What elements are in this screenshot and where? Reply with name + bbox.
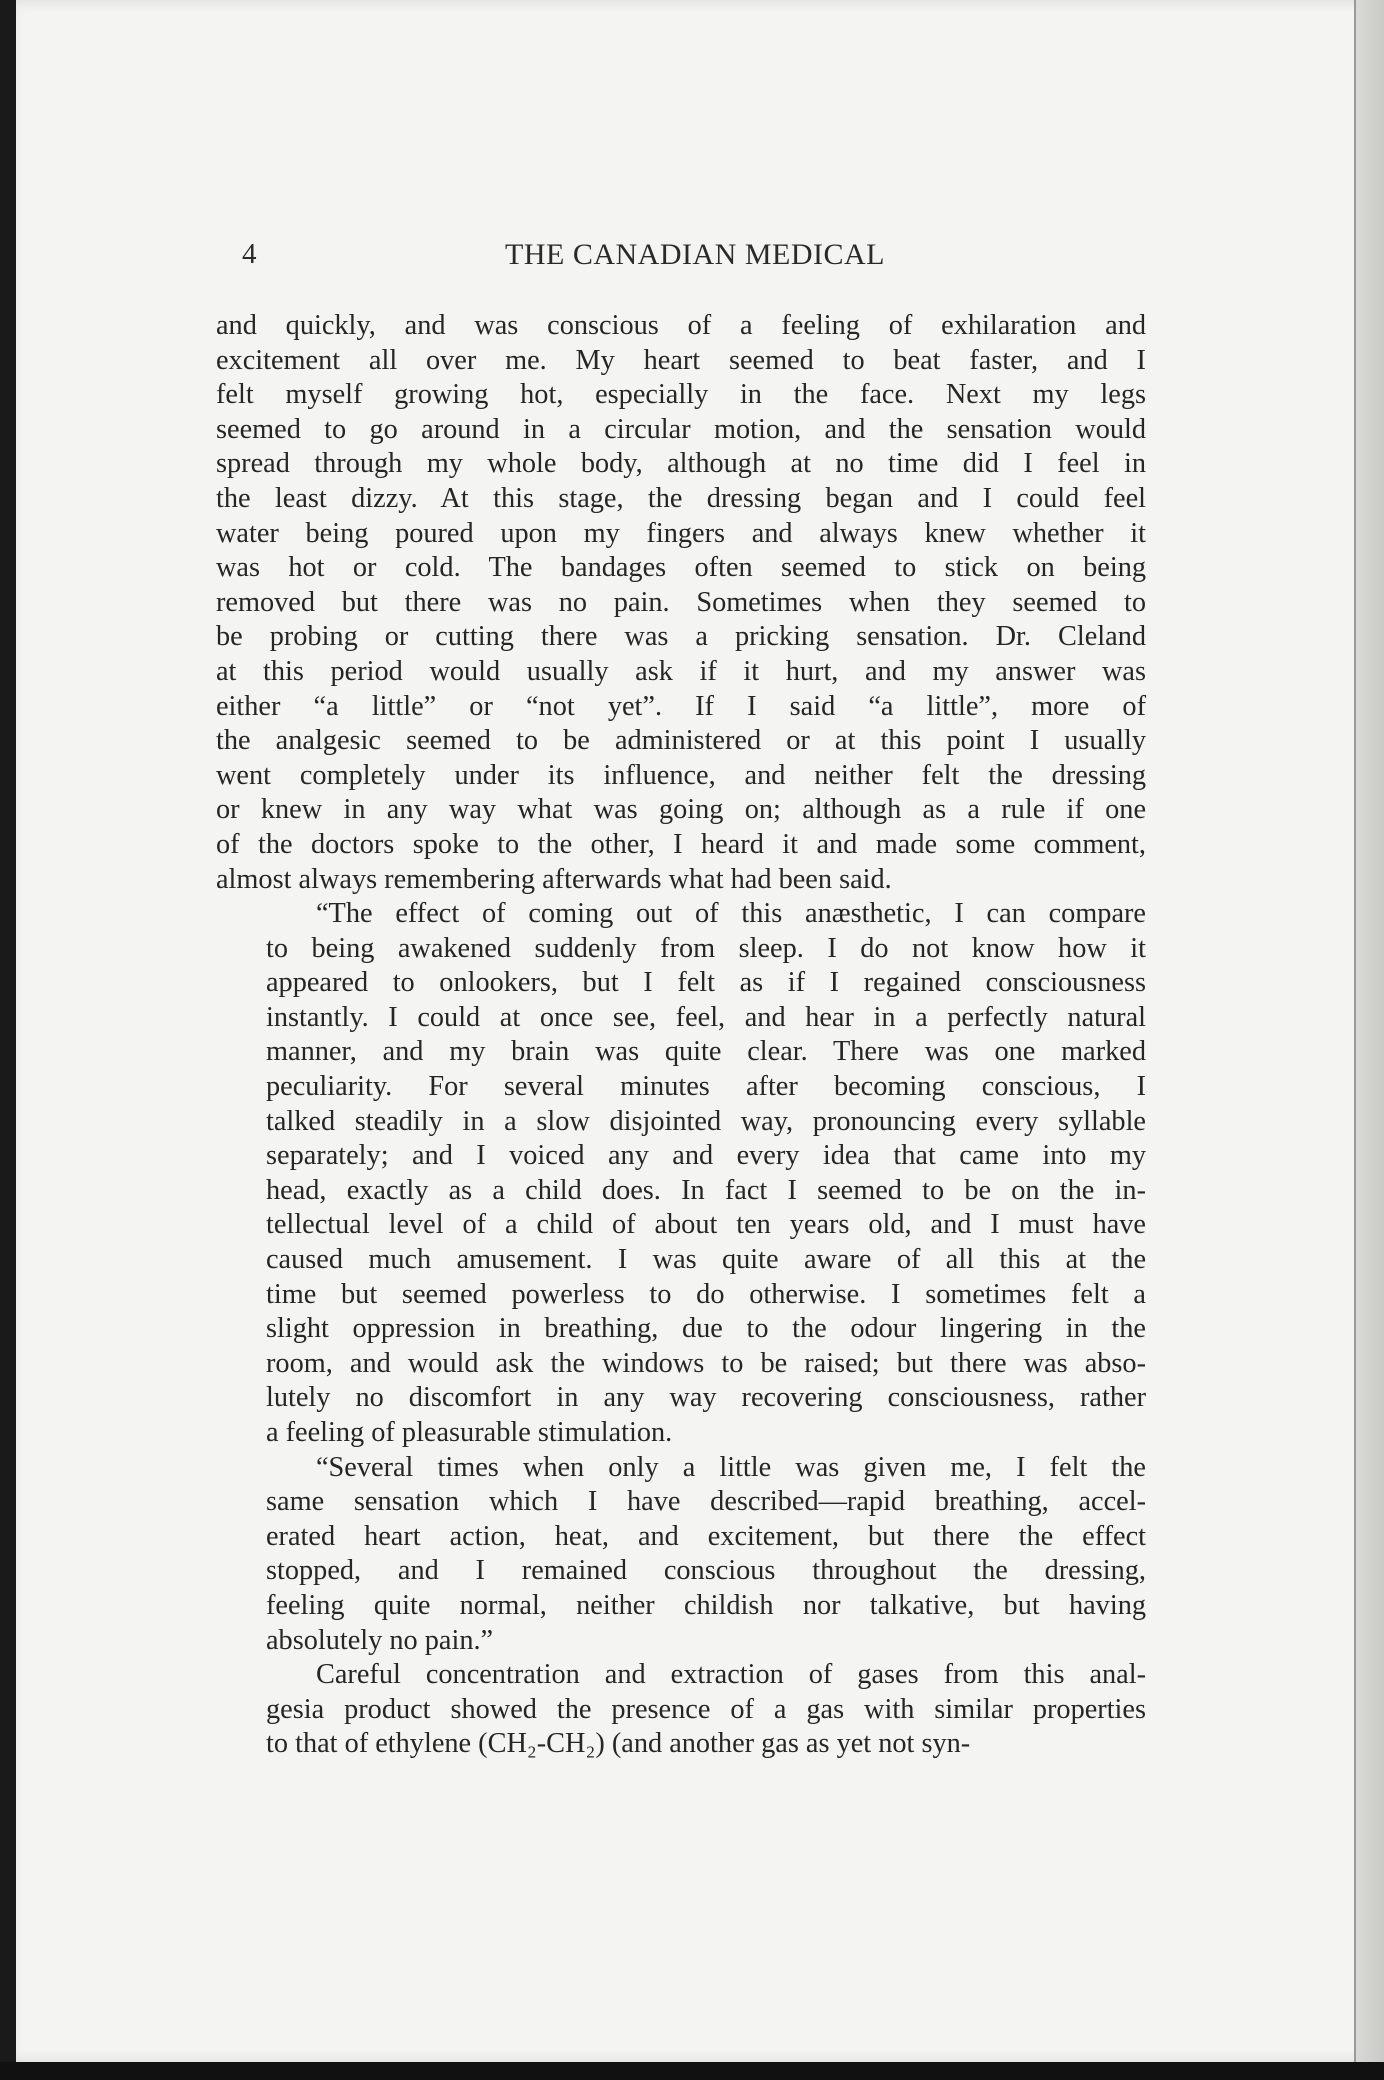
text-line: almost always remembering afterwards what had been said. (216, 863, 892, 895)
scan-border (0, 2062, 1384, 2080)
text-line: went completely under its influence, and neither felt the dressing (216, 759, 1146, 791)
text-line: Careful concentration and extraction of gases from this anal- (316, 1659, 1146, 1691)
text-line: the analgesic seemed to be administered or at this point I usually (216, 725, 1146, 757)
paragraph (216, 1658, 1146, 1762)
text-line: separately; and I voiced any and every idea that came into my (266, 1140, 1146, 1172)
text-line: either “a little” or “not yet”. If I said “a little”, more of (216, 690, 1146, 722)
running-head: THE CANADIAN MEDICAL (505, 238, 885, 271)
page-number: 4 (242, 238, 257, 270)
text-line: gesia product showed the presence of a gas with similar properties (266, 1693, 1146, 1725)
text-line: a feeling of pleasurable stimulation. (266, 1417, 673, 1448)
text-line: feeling quite normal, neither childish nor talkative, but having (266, 1589, 1146, 1621)
text-line: manner, and my brain was quite clear. There was one marked (266, 1036, 1146, 1068)
text-line: tellectual level of a child of about ten years old, and I must have (266, 1209, 1146, 1241)
text-line: room, and would ask the windows to be raised; but there was abso- (266, 1347, 1146, 1379)
paragraph (216, 897, 1146, 1451)
text-line: and quickly, and was conscious of a feeling of exhilaration and (216, 310, 1146, 341)
text-line: time but seemed powerless to do otherwise. I sometimes felt a (266, 1278, 1146, 1310)
text-line: the least dizzy. At this stage, the dressing began and I could feel (216, 482, 1146, 514)
text-line: slight oppression in breathing, due to the odour lingering in the (266, 1313, 1146, 1345)
text-line: felt myself growing hot, especially in the face. Next my legs (216, 379, 1146, 411)
text-line: to that of ethylene (CH₂-CH₂) (and another gas as yet not syn- (266, 1728, 971, 1760)
text-line: lutely no discomfort in any way recovering consciousness, rather (266, 1382, 1146, 1414)
text-line: same sensation which I have described—rapid breathing, accel- (266, 1486, 1146, 1518)
text-line: appeared to onlookers, but I felt as if I regained consciousness (266, 967, 1146, 999)
text-line: removed but there was no pain. Sometimes when they seemed to (216, 586, 1146, 618)
text-line: peculiarity. For several minutes after becoming conscious, I (266, 1071, 1146, 1103)
text-line: talked steadily in a slow disjointed way, pronouncing every syllable (266, 1105, 1146, 1137)
text-line: instantly. I could at once see, feel, and hear in a perfectly natural (266, 1001, 1146, 1033)
text-line: caused much amusement. I was quite aware of all this at the (266, 1244, 1146, 1276)
body-text (216, 309, 1146, 1762)
text-line: be probing or cutting there was a pricking sensation. Dr. Cleland (216, 621, 1146, 653)
text-line: stopped, and I remained conscious throughout the dressing, (266, 1555, 1146, 1587)
text-line: spread through my whole body, although at no time did I feel in (216, 448, 1146, 480)
text-line: excitement all over me. My heart seemed to beat faster, and I (216, 344, 1146, 376)
text-line: water being poured upon my fingers and always knew whether it (216, 517, 1146, 549)
text-line: at this period would usually ask if it hurt, and my answer was (216, 655, 1146, 687)
text-line: to being awakened suddenly from sleep. I do not know how it (266, 932, 1146, 964)
text-line: erated heart action, heat, and excitement, but there the effect (266, 1520, 1146, 1552)
text-line: or knew in any way what was going on; although as a rule if one (216, 794, 1146, 826)
text-line: head, exactly as a child does. In fact I seemed to be on the in- (266, 1174, 1146, 1206)
text-line: absolutely no pain.” (266, 1624, 494, 1656)
page-header (242, 238, 1148, 284)
text-line: “Several times when only a little was given me, I felt the (316, 1451, 1146, 1483)
text-line: seemed to go around in a circular motion, and the sensation would (216, 413, 1146, 445)
page-edge (1354, 0, 1384, 2062)
text-line: was hot or cold. The bandages often seemed to stick on being (216, 552, 1146, 584)
text-line: of the doctors spoke to the other, I heard it and made some comment, (216, 828, 1146, 860)
paragraph (216, 309, 1146, 897)
paragraph (216, 1451, 1146, 1659)
text-line: “The effect of coming out of this anæsthetic, I can compare (316, 898, 1146, 930)
